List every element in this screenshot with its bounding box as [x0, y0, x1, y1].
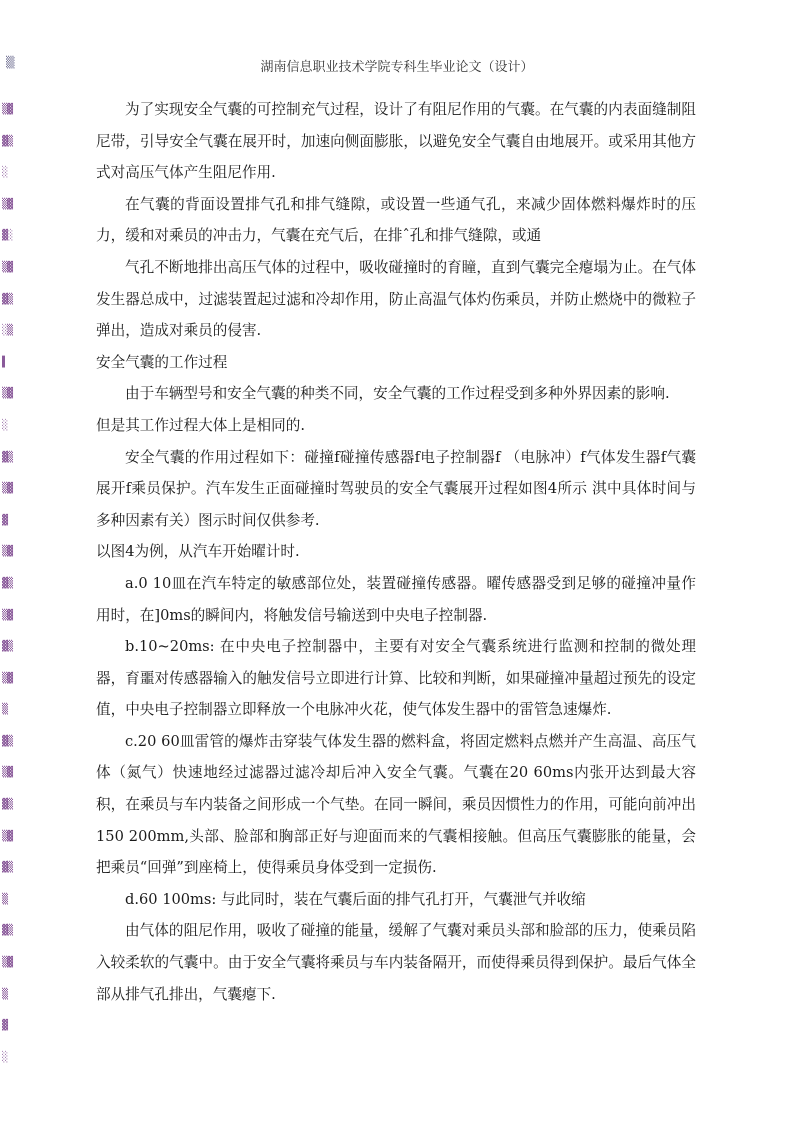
list-item: d.60 100ms: 与此同时，装在气囊后面的排气孔打开，气囊泄气并收缩: [125, 890, 586, 908]
margin-noise: ▒▓ ▓▒ ░ ▒▓ ▓░ ▒▓ ▓▒ ░▒ ▌ ▒▓ ░ ▓▒ ▒▓ ▓ ▒▓ ▓▒ ▒▓ ▓▒ ▒▓ ▒ ▓▒ ▒▓ ▓▒ ▒▓ ▓▒ ▒ ▓▒ ▒▓ ▒ ▓ ░: [2, 104, 13, 1063]
section-heading: 安全气囊的工作过程: [96, 353, 228, 371]
list-item: b.10~20ms: 在中央电子控制器中，主要有对安全气囊系统进行监测和控制的微处理器，育噩对传感器输入的触发信号立即进行计算、比较和判断，如果碰撞冲量超过预先的设定值，中央电子控制器立即释放一个电脉冲火花，使气体发生器中的雷管急速爆炸.: [96, 638, 696, 719]
list-item: c.20 60皿雷管的爆炸击穿装气体发生器的燃料盒，将固定燃料点燃并产生高温、高压气体（氮气）快速地经过滤器过滤冷却后冲入安全气囊。气囊在20 60ms内张开达到最大容积，在乘员与车内装备之间形成一个气垫。在同一瞬间，乘员因惯性力的作用，可能向前冲出150 200mm,头部、脸部和胸部正好与迎面而来的气囊相接触。但高压气囊膨胀的能量，会把乘员“回弹”到座椅上，使得乘员身体受到一定损伤.: [96, 732, 696, 877]
paragraph: 为了实现安全气囊的可控制充气过程，设计了有阻尼作用的气囊。在气囊的内表面缝制阻尼带，引导安全气囊在展开时，加速向侧面膨胀，以避免安全气囊自由地展开。或采用其他方式对高压气体产生阻尼作用.: [96, 101, 696, 182]
paragraph: 气孔不断地排出高压气体的过程中，吸收碰撞时的育瞳，直到气囊完全瘪塌为止。在气体发生器总成中，过滤装置起过滤和冷却作用，防止高温气体灼伤乘员，并防止燃烧中的微粒子弹出，造成对乘员的侵害.: [96, 258, 696, 340]
header-margin-mark: ▒: [6, 56, 15, 69]
list-item: a.0 10皿在汽车特定的敏感部位处，装置碰撞传感器。曜传感器受到足够的碰撞冲量作用时，在]0ms的瞬间内，将触发信号输送到中央电子控制器.: [96, 574, 696, 624]
header-title: 湖南信息职业技术学院专科生毕业论文（设计）: [260, 60, 534, 75]
document-body: [96, 94, 696, 1010]
page-header: [0, 56, 794, 75]
paragraph: 但是其工作过程大体上是相同的.: [96, 416, 305, 434]
paragraph: 以图4为例，从汽车开始曜计时.: [96, 543, 300, 561]
paragraph: 由于车辆型号和安全气囊的种类不同，安全气囊的工作过程受到多种外界因素的影响.: [125, 385, 670, 403]
paragraph: 安全气囊的作用过程如下：碰撞f碰撞传感器f电子控制器f （电脉冲）f气体发生器f气囊展开f乘员保护。汽车发生正面碰撞时驾驶员的安全气囊展开过程如图4所示 淇中具体时间与多种因素有关）图示时间仅供参考.: [96, 448, 696, 529]
paragraph: 由气体的阻尼作用，吸收了碰撞的能量，缓解了气囊对乘员头部和脸部的压力，使乘员陷入较柔软的气囊中。由于安全气囊将乘员与车内装备隔开，而使得乘员得到保护。最后气体全部从排气孔排出，气囊瘪下.: [96, 922, 696, 1003]
paragraph: 在气囊的背面设置排气孔和排气缝隙，或设置一些通气孔，来减少固体燃料爆炸时的压力，缓和对乘员的冲击力，气囊在充气后，在排ˆ孔和排气缝隙，或通: [96, 195, 696, 245]
